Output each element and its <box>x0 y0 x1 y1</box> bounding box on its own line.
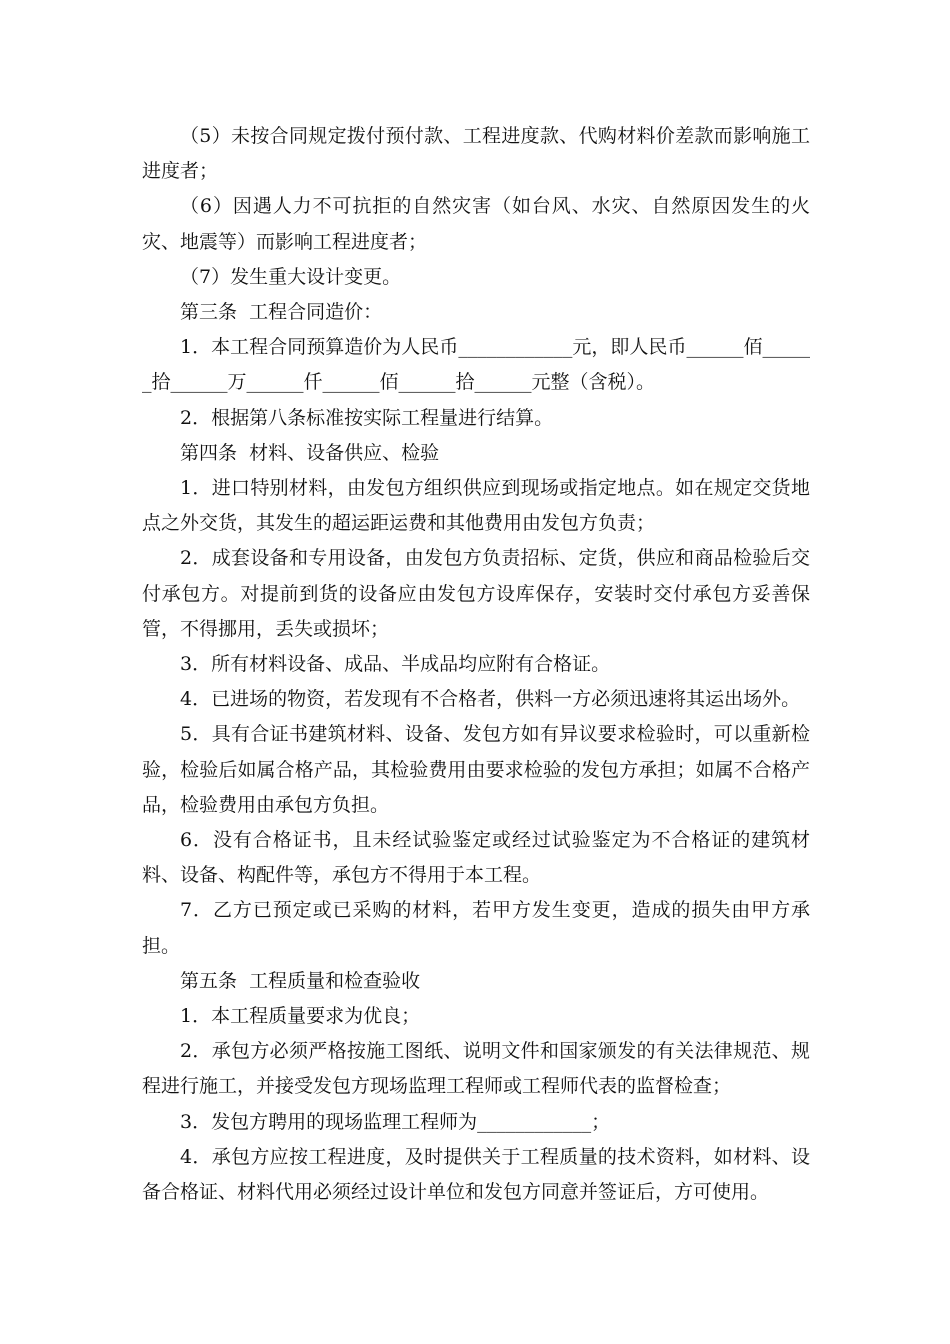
document-page <box>142 119 810 1210</box>
article-4-item-7: 7．乙方已预定或已采购的材料，若甲方发生变更，造成的损失由甲方承担。 <box>142 899 810 957</box>
article-5-item-1: 1．本工程质量要求为优良； <box>180 1005 421 1028</box>
article-4-item-5: 5．具有合证书建筑材料、设备、发包方如有异议要求检验时，可以重新检验，检验后如属合格产品，其检验费用由要求检验的发包方承担；如属不合格产品，检验费用由承包方负担。 <box>142 723 810 816</box>
article-4-item-2: 2．成套设备和专用设备，由发包方负责招标、定货，供应和商品检验后交付承包方。对提前到货的设备应由发包方设库保存，安装时交付承包方妥善保管，不得挪用，丢失或损坏； <box>142 547 810 640</box>
article-4-item-3: 3．所有材料设备、成品、半成品均应附有合格证。 <box>180 653 611 676</box>
article-5-heading: 第五条 工程质量和检查验收 <box>180 969 421 992</box>
paragraph-clause-7: （7）发生重大设计变更。 <box>180 265 402 288</box>
paragraph-clause-6: （6）因遇人力不可抗拒的自然灾害（如台风、水灾、自然原因发生的火灾、地震等）而影响工程进度者； <box>142 195 810 253</box>
article-5-item-3: 3．发包方聘用的现场监理工程师为____________； <box>180 1110 611 1133</box>
article-5-item-4: 4．承包方应按工程进度，及时提供关于工程质量的技术资料，如材料、设备合格证、材料代用必须经过设计单位和发包方同意并签证后，方可使用。 <box>142 1145 810 1204</box>
article-4-item-1: 1．进口特别材料，由发包方组织供应到现场或指定地点。如在规定交货地点之外交货，其发生的超运距运费和其他费用由发包方负责； <box>142 477 810 535</box>
article-3-item-2: 2．根据第八条标准按实际工程量进行结算。 <box>180 406 554 429</box>
article-4-item-6: 6．没有合格证书，且未经试验鉴定或经过试验鉴定为不合格证的建筑材料、设备、构配件等，承包方不得用于本工程。 <box>142 829 810 887</box>
article-5-item-2: 2．承包方必须严格按施工图纸、说明文件和国家颁发的有关法律规范、规程进行施工，并接受发包方现场监理工程师或工程师代表的监督检查； <box>142 1040 810 1098</box>
article-4-item-4: 4．已进场的物资，若发现有不合格者，供料一方必须迅速将其运出场外。 <box>180 688 801 711</box>
article-3-heading: 第三条 工程合同造价： <box>180 301 383 324</box>
article-4-heading: 第四条 材料、设备供应、检验 <box>180 441 440 464</box>
paragraph-clause-5: （5）未按合同规定拨付预付款、工程进度款、代购材料价差款而影响施工进度者； <box>142 125 810 183</box>
article-3-item-1: 1．本工程合同预算造价为人民币____________元，即人民币______佰______拾______万______仟______佰______拾______元整（含税）。 <box>142 336 810 394</box>
